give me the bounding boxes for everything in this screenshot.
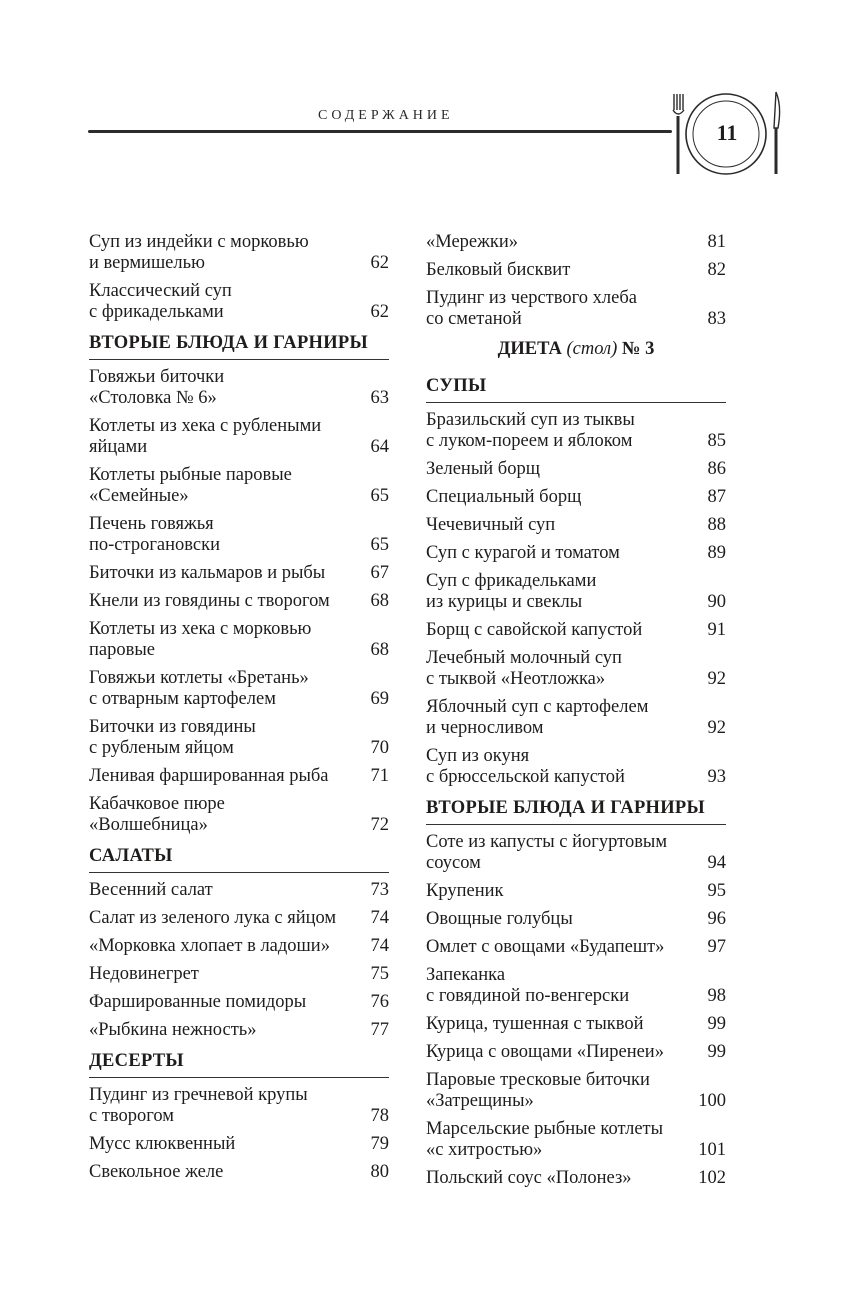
toc-entry-page: 74 bbox=[370, 936, 389, 956]
toc-entry bbox=[426, 832, 726, 874]
toc-entry bbox=[426, 881, 726, 902]
toc-entry bbox=[89, 717, 389, 759]
toc-entry-page: 82 bbox=[707, 260, 726, 280]
toc-entry-title: Мусс клюквенный bbox=[89, 1134, 236, 1154]
section-divider bbox=[426, 824, 726, 825]
toc-entry-page: 75 bbox=[370, 964, 389, 984]
toc-entry-title: Лечебный молочный суп с тыквой «Неотложка» bbox=[426, 648, 622, 689]
toc-entry-page: 86 bbox=[707, 459, 726, 479]
toc-entry-title: Весенний салат bbox=[89, 880, 213, 900]
toc-entry-page: 68 bbox=[370, 591, 389, 611]
toc-entry bbox=[426, 543, 726, 564]
toc-entry bbox=[426, 648, 726, 690]
toc-entry bbox=[89, 1020, 389, 1041]
page-number: 11 bbox=[716, 120, 738, 145]
toc-entry-title: Пудинг из гречневой крупы с творогом bbox=[89, 1085, 308, 1126]
toc-entry-page: 72 bbox=[370, 815, 389, 835]
toc-entry-title: Специальный борщ bbox=[426, 487, 582, 507]
toc-entry-title: Марсельские рыбные котлеты «с хитростью» bbox=[426, 1119, 664, 1160]
toc-entry-page: 99 bbox=[707, 1014, 726, 1034]
toc-entry-page: 96 bbox=[707, 909, 726, 929]
toc-entry bbox=[89, 367, 389, 409]
toc-entry bbox=[89, 416, 389, 458]
toc-entry-title: Суп с фрикадельками из курицы и свеклы bbox=[426, 571, 597, 612]
toc-entry bbox=[89, 1162, 389, 1183]
toc-entry bbox=[89, 936, 389, 957]
toc-entry-page: 93 bbox=[707, 767, 726, 787]
toc-entry bbox=[89, 794, 389, 836]
toc-entry-page: 101 bbox=[698, 1140, 726, 1160]
toc-entry-page: 88 bbox=[707, 515, 726, 535]
toc-left-column bbox=[89, 232, 389, 1190]
toc-entry-page: 81 bbox=[707, 232, 726, 252]
toc-entry-title: Классический суп с фрикадельками bbox=[89, 281, 232, 322]
toc-entry bbox=[89, 619, 389, 661]
toc-entry-page: 62 bbox=[370, 302, 389, 322]
diet-heading-table: (стол) bbox=[566, 339, 618, 359]
fork-icon bbox=[673, 94, 684, 174]
section-heading: СУПЫ bbox=[426, 376, 487, 396]
header-rule bbox=[88, 130, 672, 133]
section-heading: САЛАТЫ bbox=[89, 846, 173, 866]
toc-entry-page: 87 bbox=[707, 487, 726, 507]
section-heading: ВТОРЫЕ БЛЮДА И ГАРНИРЫ bbox=[426, 798, 705, 818]
toc-entry-title: Кабачковое пюре «Волшебница» bbox=[89, 794, 225, 835]
toc-entry-title: «Мережки» bbox=[426, 232, 519, 252]
toc-entry-title: Паровые тресковые биточки «Затрещины» bbox=[426, 1070, 650, 1111]
toc-entry-page: 102 bbox=[698, 1168, 726, 1188]
toc-entry-page: 63 bbox=[370, 388, 389, 408]
toc-entry-title: Суп из окуня с брюссельской капустой bbox=[426, 746, 625, 787]
toc-entry-page: 65 bbox=[370, 486, 389, 506]
toc-entry-page: 90 bbox=[707, 592, 726, 612]
toc-entry bbox=[426, 232, 726, 253]
toc-entry-page: 94 bbox=[707, 853, 726, 873]
knife-icon bbox=[774, 92, 780, 174]
toc-entry-title: Овощные голубцы bbox=[426, 909, 573, 929]
toc-entry-title: Бразильский суп из тыквы с луком-пореем и яблоком bbox=[426, 410, 635, 451]
toc-entry-title: Польский соус «Полонез» bbox=[426, 1168, 632, 1188]
diet-heading-label: ДИЕТА bbox=[497, 339, 567, 359]
toc-entry-page: 64 bbox=[370, 437, 389, 457]
section-heading: ДЕСЕРТЫ bbox=[89, 1051, 184, 1071]
toc-entry bbox=[426, 1014, 726, 1035]
toc-entry-page: 79 bbox=[370, 1134, 389, 1154]
toc-right-column bbox=[426, 232, 726, 1196]
toc-entry-page: 91 bbox=[707, 620, 726, 640]
toc-entry-title: Зеленый борщ bbox=[426, 459, 540, 479]
toc-entry-title: Запеканка с говядиной по-венгерски bbox=[426, 965, 630, 1006]
section-divider bbox=[89, 1077, 389, 1078]
toc-entry-page: 77 bbox=[370, 1020, 389, 1040]
toc-entry-page: 92 bbox=[707, 718, 726, 738]
toc-entry bbox=[426, 288, 726, 330]
toc-entry bbox=[426, 1168, 726, 1189]
toc-entry-title: Курица, тушенная с тыквой bbox=[426, 1014, 644, 1034]
section-heading: ВТОРЫЕ БЛЮДА И ГАРНИРЫ bbox=[89, 333, 368, 353]
toc-entry-title: Омлет с овощами «Будапешт» bbox=[426, 937, 665, 957]
toc-entry bbox=[89, 232, 389, 274]
toc-entry-title: Ленивая фаршированная рыба bbox=[89, 766, 329, 786]
section-divider bbox=[89, 872, 389, 873]
toc-entry-title: Говяжьи котлеты «Бретань» с отварным картофелем bbox=[89, 668, 309, 709]
toc-entry-title: Белковый бисквит bbox=[426, 260, 571, 280]
toc-entry-page: 78 bbox=[370, 1106, 389, 1126]
toc-entry bbox=[426, 487, 726, 508]
toc-entry-title: Котлеты из хека с морковью паровые bbox=[89, 619, 312, 660]
toc-entry-page: 67 bbox=[370, 563, 389, 583]
toc-entry-page: 62 bbox=[370, 253, 389, 273]
toc-entry bbox=[89, 766, 389, 787]
toc-entry bbox=[426, 1042, 726, 1063]
toc-entry bbox=[89, 281, 389, 323]
toc-entry bbox=[89, 563, 389, 584]
toc-entry bbox=[426, 515, 726, 536]
toc-entry bbox=[426, 1119, 726, 1161]
toc-entry bbox=[89, 964, 389, 985]
toc-entry-title: Чечевичный суп bbox=[426, 515, 556, 535]
toc-entry-page: 98 bbox=[707, 986, 726, 1006]
toc-entry bbox=[426, 965, 726, 1007]
toc-entry-title: Суп из индейки с морковью и вермишелью bbox=[89, 232, 309, 273]
toc-entry-page: 70 bbox=[370, 738, 389, 758]
toc-entry-page: 92 bbox=[707, 669, 726, 689]
toc-entry bbox=[426, 937, 726, 958]
toc-entry bbox=[426, 909, 726, 930]
toc-entry-title: Салат из зеленого лука с яйцом bbox=[89, 908, 337, 928]
toc-entry-page: 65 bbox=[370, 535, 389, 555]
toc-entry-title: Печень говяжья по-строгановски bbox=[89, 514, 221, 555]
toc-entry-page: 85 bbox=[707, 431, 726, 451]
toc-entry bbox=[89, 514, 389, 556]
toc-entry-title: Крупеник bbox=[426, 881, 504, 901]
toc-entry bbox=[89, 880, 389, 901]
section-divider bbox=[426, 402, 726, 403]
toc-entry-page: 74 bbox=[370, 908, 389, 928]
toc-entry-page: 100 bbox=[698, 1091, 726, 1111]
toc-entry bbox=[426, 260, 726, 281]
toc-entry-page: 89 bbox=[707, 543, 726, 563]
toc-entry-page: 76 bbox=[370, 992, 389, 1012]
toc-entry-title: «Морковка хлопает в ладоши» bbox=[89, 936, 330, 956]
toc-entry bbox=[426, 459, 726, 480]
toc-entry-page: 69 bbox=[370, 689, 389, 709]
toc-entry bbox=[89, 1085, 389, 1127]
toc-entry-title: Недовинегрет bbox=[89, 964, 199, 984]
toc-entry-page: 83 bbox=[707, 309, 726, 329]
toc-entry-title: Фаршированные помидоры bbox=[89, 992, 307, 1012]
toc-entry-title: Котлеты рыбные паровые «Семейные» bbox=[89, 465, 292, 506]
toc-entry-page: 71 bbox=[370, 766, 389, 786]
toc-entry bbox=[89, 908, 389, 929]
section-divider bbox=[89, 359, 389, 360]
toc-entry-page: 80 bbox=[370, 1162, 389, 1182]
toc-entry bbox=[89, 591, 389, 612]
toc-entry-title: Борщ с савойской капустой bbox=[426, 620, 643, 640]
toc-entry-title: Котлеты из хека с рублеными яйцами bbox=[89, 416, 322, 457]
toc-entry bbox=[426, 571, 726, 613]
toc-entry-title: Свекольное желе bbox=[89, 1162, 224, 1182]
toc-entry-title: Суп с курагой и томатом bbox=[426, 543, 620, 563]
toc-entry-title: Курица с овощами «Пиренеи» bbox=[426, 1042, 664, 1062]
toc-entry-title: Кнели из говядины с творогом bbox=[89, 591, 330, 611]
toc-entry bbox=[89, 465, 389, 507]
toc-entry bbox=[426, 620, 726, 641]
toc-entry-page: 73 bbox=[370, 880, 389, 900]
toc-entry-page: 97 bbox=[707, 937, 726, 957]
toc-entry-title: Говяжьи биточки «Столовка № 6» bbox=[89, 367, 225, 408]
diet-heading-number: № 3 bbox=[617, 339, 655, 359]
toc-entry bbox=[89, 992, 389, 1013]
toc-entry bbox=[426, 746, 726, 788]
toc-entry bbox=[426, 410, 726, 452]
toc-entry bbox=[426, 1070, 726, 1112]
toc-entry-page: 95 bbox=[707, 881, 726, 901]
toc-entry-title: «Рыбкина нежность» bbox=[89, 1020, 257, 1040]
toc-entry bbox=[89, 1134, 389, 1155]
toc-entry-page: 68 bbox=[370, 640, 389, 660]
toc-entry-title: Биточки из говядины с рубленым яйцом bbox=[89, 717, 256, 758]
toc-entry bbox=[89, 668, 389, 710]
toc-entry-page: 99 bbox=[707, 1042, 726, 1062]
toc-entry-title: Яблочный суп с картофелем и черносливом bbox=[426, 697, 649, 738]
header-title: СОДЕРЖАНИЕ bbox=[318, 108, 454, 123]
toc-entry-title: Соте из капусты с йогуртовым соусом bbox=[426, 832, 668, 873]
toc-entry-title: Пудинг из черствого хлеба со сметаной bbox=[426, 288, 637, 329]
toc-entry bbox=[426, 697, 726, 739]
toc-entry-title: Биточки из кальмаров и рыбы bbox=[89, 563, 326, 583]
diet-heading bbox=[426, 339, 726, 360]
